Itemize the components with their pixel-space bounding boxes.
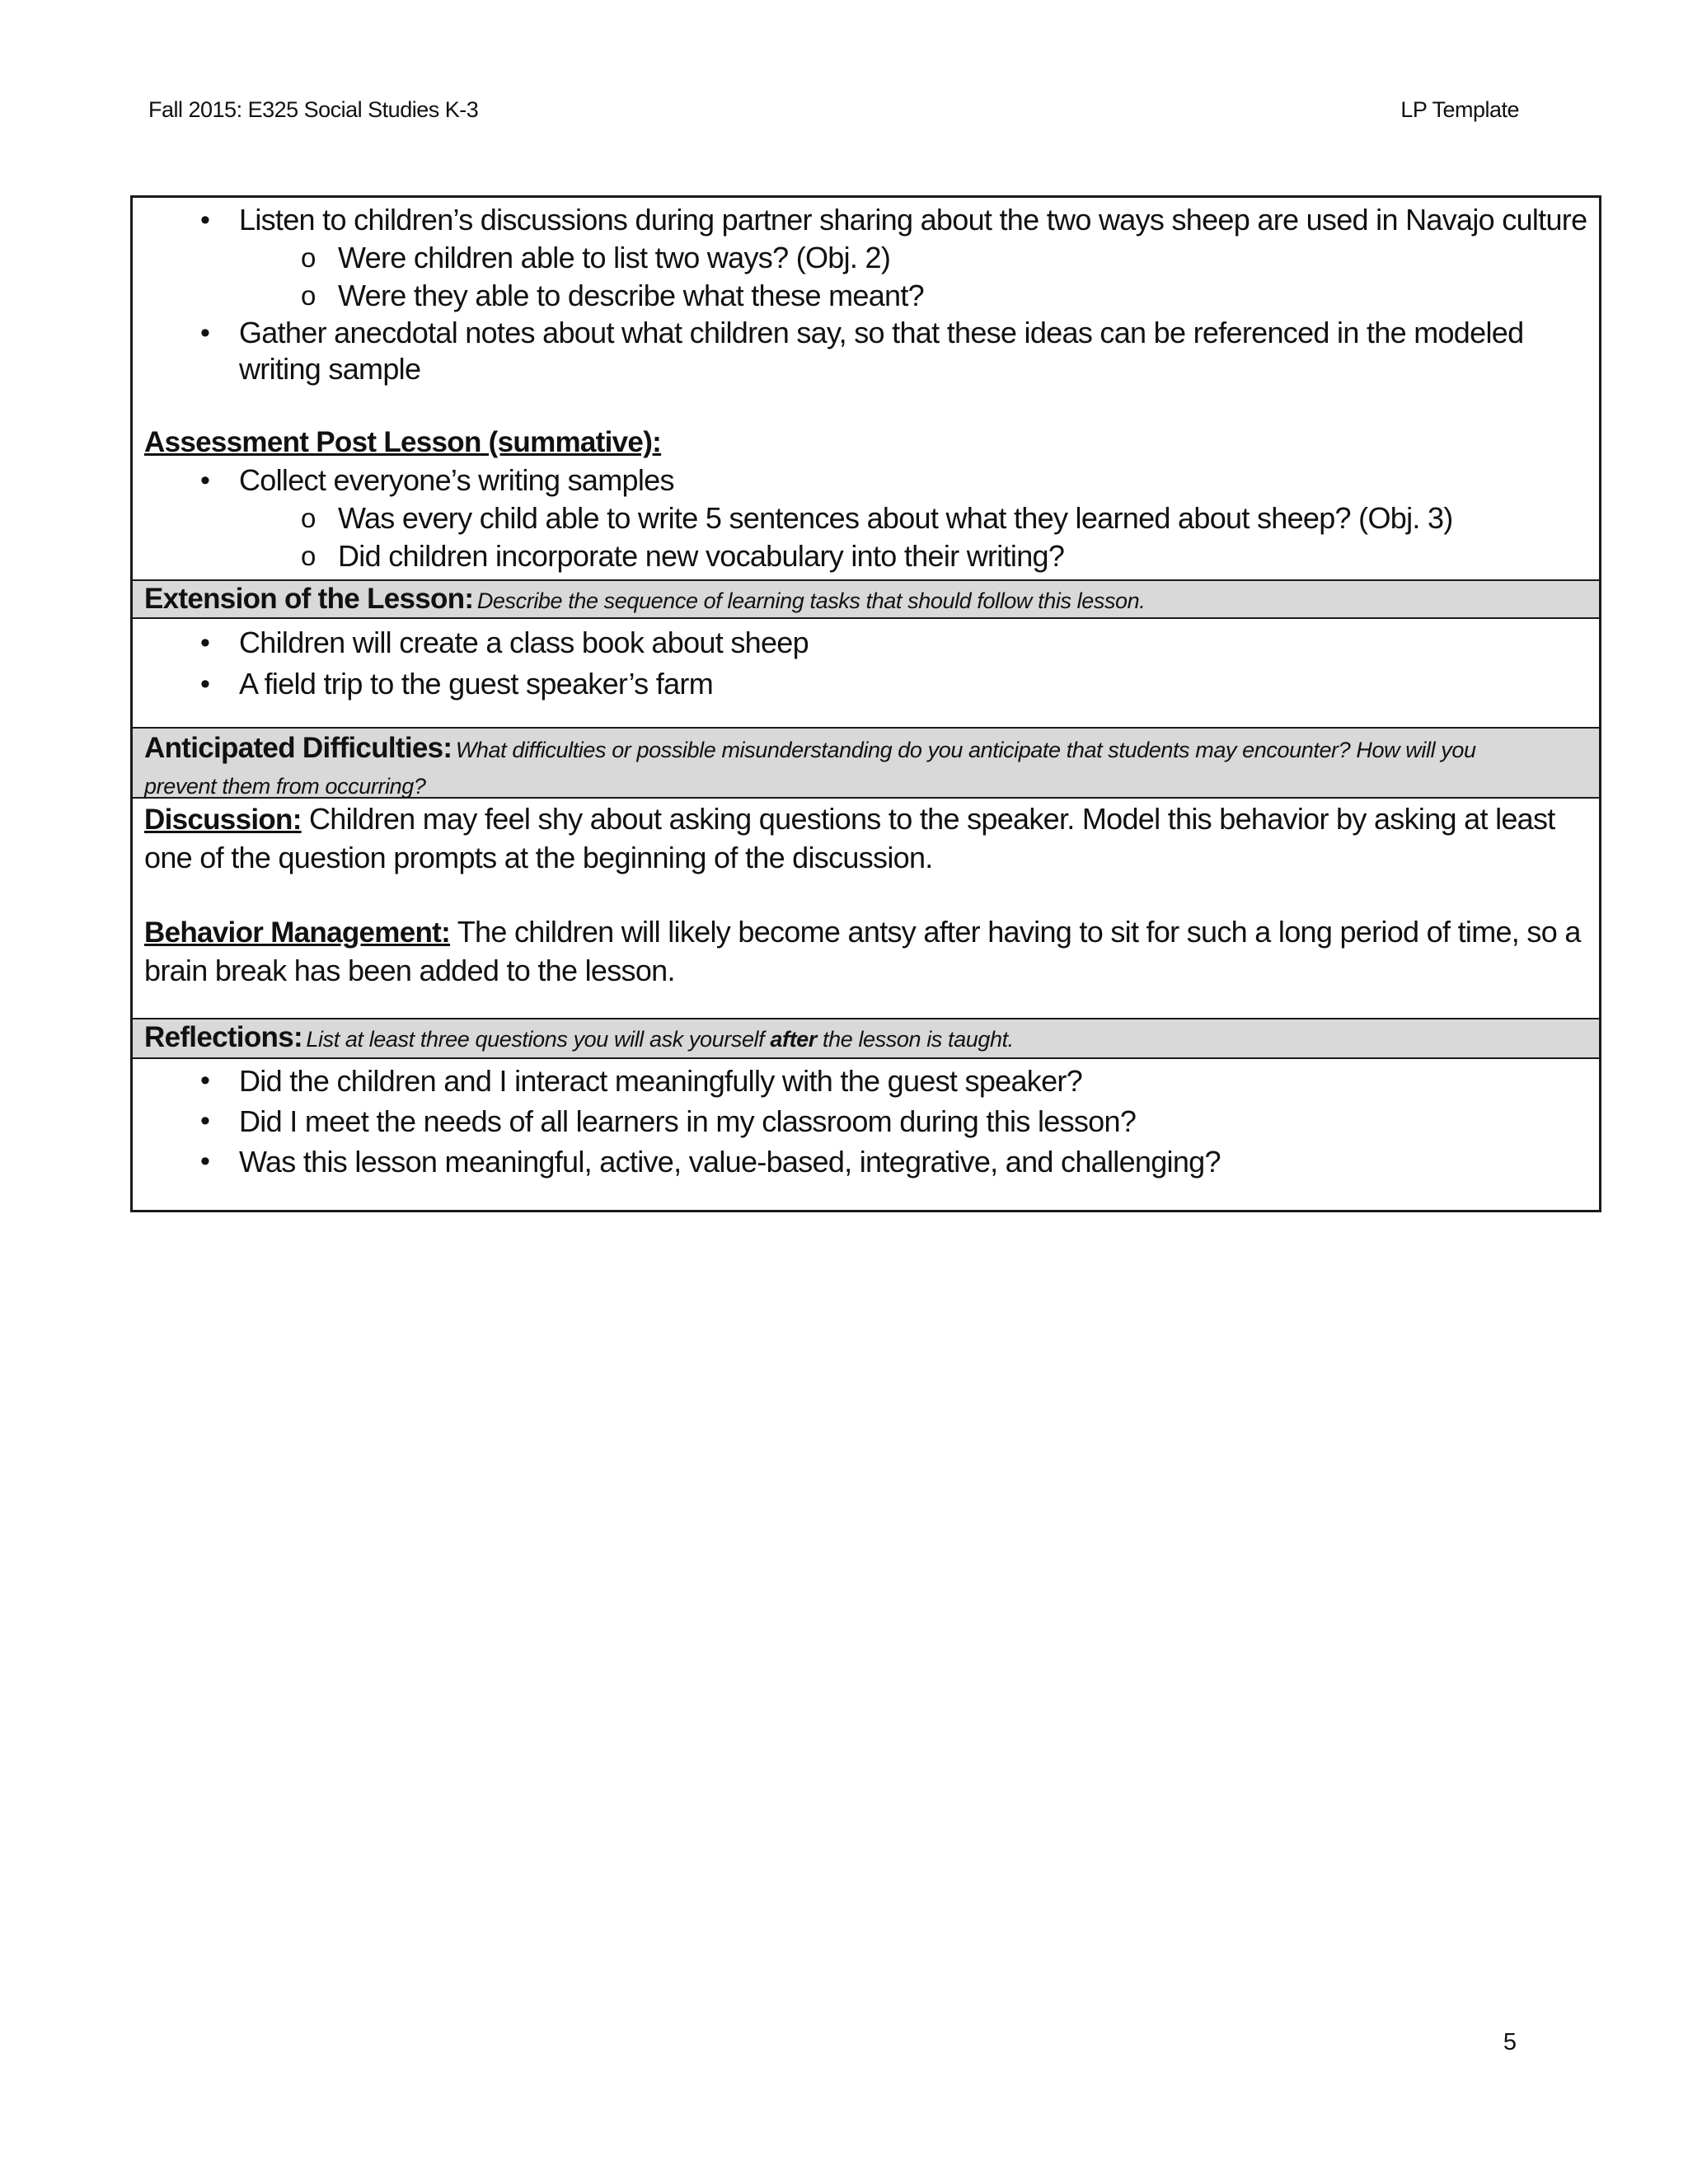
list-item: • Collect everyone’s writing samples [144, 462, 1587, 499]
bullet-text: Gather anecdotal notes about what children say, so that these ideas can be referenced in the modeled writing sample [239, 316, 1524, 386]
discussion-text: Children may feel shy about asking questions to the speaker. Model this behavior by asking at least one of the question prompts at the beginning of the discussion. [144, 802, 1555, 874]
post-assessment-list [144, 462, 1587, 499]
list-item: • Was this lesson meaningful, active, value-based, integrative, and challenging? [144, 1141, 1587, 1182]
post-lesson-assessment-label: Assessment Post Lesson (summative): [144, 426, 662, 458]
assessment-sub-list [144, 239, 1587, 315]
reflections-cell [133, 1059, 1599, 1210]
list-item: • A field trip to the guest speaker’s farm [144, 663, 1587, 705]
discussion-label: Discussion: [144, 804, 302, 836]
assessment-cell [133, 198, 1599, 581]
post-assessment-sub-list [144, 499, 1587, 575]
sub-list-item: o Was every child able to write 5 sentences about what they learned about sheep? (Obj. 3) [144, 499, 1587, 537]
page-number: 5 [1503, 2029, 1517, 2055]
header-course-title: Fall 2015: E325 Social Studies K-3 [148, 97, 479, 122]
difficulties-cell [133, 799, 1599, 1019]
list-item: • Did I meet the needs of all learners in my classroom during this lesson? [144, 1101, 1587, 1141]
extension-heading: Extension of the Lesson: [144, 583, 474, 615]
sub-list-item: o Did children incorporate new vocabulary into their writing? [144, 537, 1587, 575]
extension-prompt: Describe the sequence of learning tasks that should follow this lesson. [476, 588, 1146, 613]
extension-cell [133, 619, 1599, 729]
reflections-prompt: List at least three questions you will ask yourself after the lesson is taught. [306, 1027, 1014, 1052]
discussion-paragraph [144, 800, 1587, 877]
list-item: • Children will create a class book about sheep [144, 622, 1587, 663]
assessment-list [144, 315, 1587, 387]
difficulties-prompt: What difficulties or possible misunderstanding do you anticipate that students may encounter? How will you [455, 738, 1476, 762]
lesson-plan-table [130, 195, 1601, 1212]
sub-list-item: o Were they able to describe what these meant? [144, 277, 1587, 315]
difficulties-prompt-continued: prevent them from occurring? [144, 774, 426, 799]
reflections-list [144, 1061, 1587, 1182]
list-item [144, 315, 1587, 387]
list-item [144, 201, 1587, 239]
behavior-management-text: The children will likely become antsy after having to sit for such a long period of time, so a brain break has been added to the lesson. [144, 915, 1581, 987]
reflections-heading-row [133, 1019, 1599, 1059]
bullet-text: Listen to children’s discussions during partner sharing about the two ways sheep are used in Navajo culture [239, 203, 1587, 237]
list-item: • Did the children and I interact meaningfully with the guest speaker? [144, 1061, 1587, 1101]
sub-list-item: o Were children able to list two ways? (Obj. 2) [144, 239, 1587, 277]
reflections-heading: Reflections: [144, 1021, 302, 1053]
behavior-paragraph [144, 913, 1587, 990]
assessment-list [144, 201, 1587, 239]
difficulties-heading-row [133, 729, 1599, 799]
header-template-label: LP Template [1400, 97, 1519, 122]
difficulties-heading: Anticipated Difficulties: [144, 732, 452, 764]
extension-list [144, 622, 1587, 705]
extension-heading-row [133, 581, 1599, 619]
behavior-management-label: Behavior Management: [144, 916, 451, 949]
